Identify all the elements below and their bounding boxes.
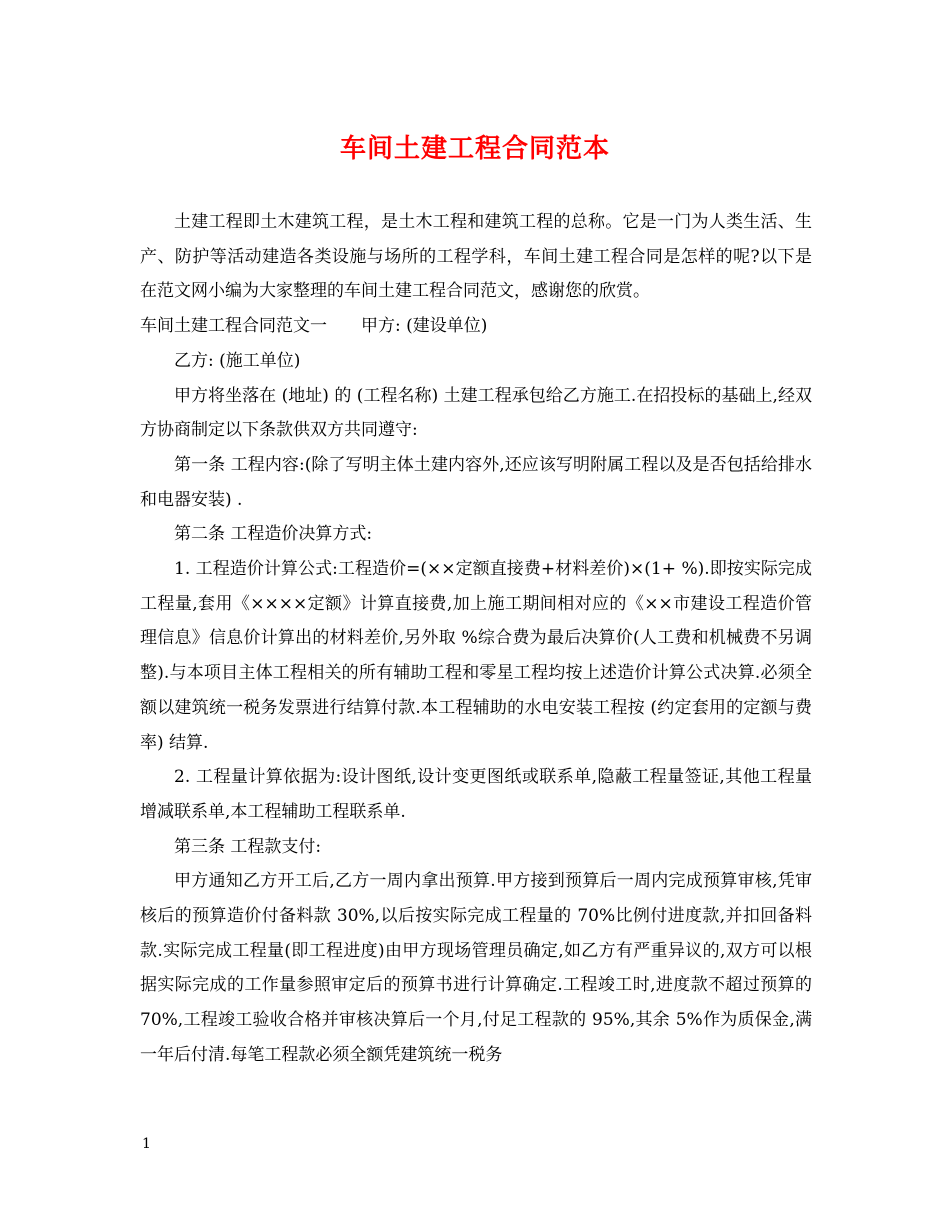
document-body bbox=[140, 205, 812, 1073]
paragraph-intro: 土建工程即土木建筑工程，是土木工程和建筑工程的总称。它是一门为人类生活、生产、防护等活动建造各类设施与场所的工程学科，车间土建工程合同是怎样的呢?以下是在范文网小编为大家整理的车间土建工程合同范文，感谢您的欣赏。 bbox=[140, 212, 812, 302]
paragraph-article-3-body: 甲方通知乙方开工后,乙方一周内拿出预算.甲方接到预算后一周内完成预算审核,凭审核后的预算造价付备料款 30%,以后按实际完成工程量的 70%比例付进度款,并扣回备料款.实际完成工程量(即工程进度)由甲方现场管理员确定,如乙方有严重异议的,双方可以根据实际完成的工作量参照审定后的预算书进行计算确定.工程竣工时,进度款不超过预算的 70%,工程竣工验收合格并审核决算后一个月,付足工程款的 95%,其余 5%作为质保金,满一年后付清.每笔工程款必须全额凭建筑统一税务 bbox=[140, 871, 812, 1065]
paragraph-party-b: 乙方: (施工单位) bbox=[174, 350, 301, 371]
paragraph-article-1: 第一条 工程内容:(除了写明主体土建内容外,还应该写明附属工程以及是否包括给排水和电器安装) . bbox=[140, 454, 812, 510]
page-number: 1 bbox=[142, 1136, 151, 1152]
paragraph-article-2-item-1: 1. 工程造价计算公式:工程造价=(××定额直接费+材料差价)×(1+ %).即按实际完成工程量,套用《××××定额》计算直接费,加上施工期间相对应的《××市建设工程造价管理信息》信息价计算出的材料差价,另外取 %综合费为最后决算价(人工费和机械费不另调整).与本项目主体工程相关的所有辅助工程和零星工程均按上述造价计算公式决算.必须全额以建筑统一税务发票进行结算付款.本工程辅助的水电安装工程按 (约定套用的定额与费率) 结算. bbox=[140, 559, 812, 753]
paragraph-article-2-item-2: 2. 工程量计算依据为:设计图纸,设计变更图纸或联系单,隐蔽工程量签证,其他工程量增减联系单,本工程辅助工程联系单. bbox=[140, 767, 812, 822]
paragraph-article-3-heading: 第三条 工程款支付: bbox=[174, 836, 322, 857]
paragraph-party-a: 车间土建工程合同范文一 甲方: (建设单位) bbox=[140, 316, 488, 337]
paragraph-preamble: 甲方将坐落在 (地址) 的 (工程名称) 土建工程承包给乙方施工.在招投标的基础上,经双方协商制定以下条款供双方共同遵守: bbox=[140, 385, 812, 441]
document-title: 车间土建工程合同范本 bbox=[339, 134, 610, 164]
paragraph-article-2-heading: 第二条 工程造价决算方式: bbox=[174, 524, 373, 545]
